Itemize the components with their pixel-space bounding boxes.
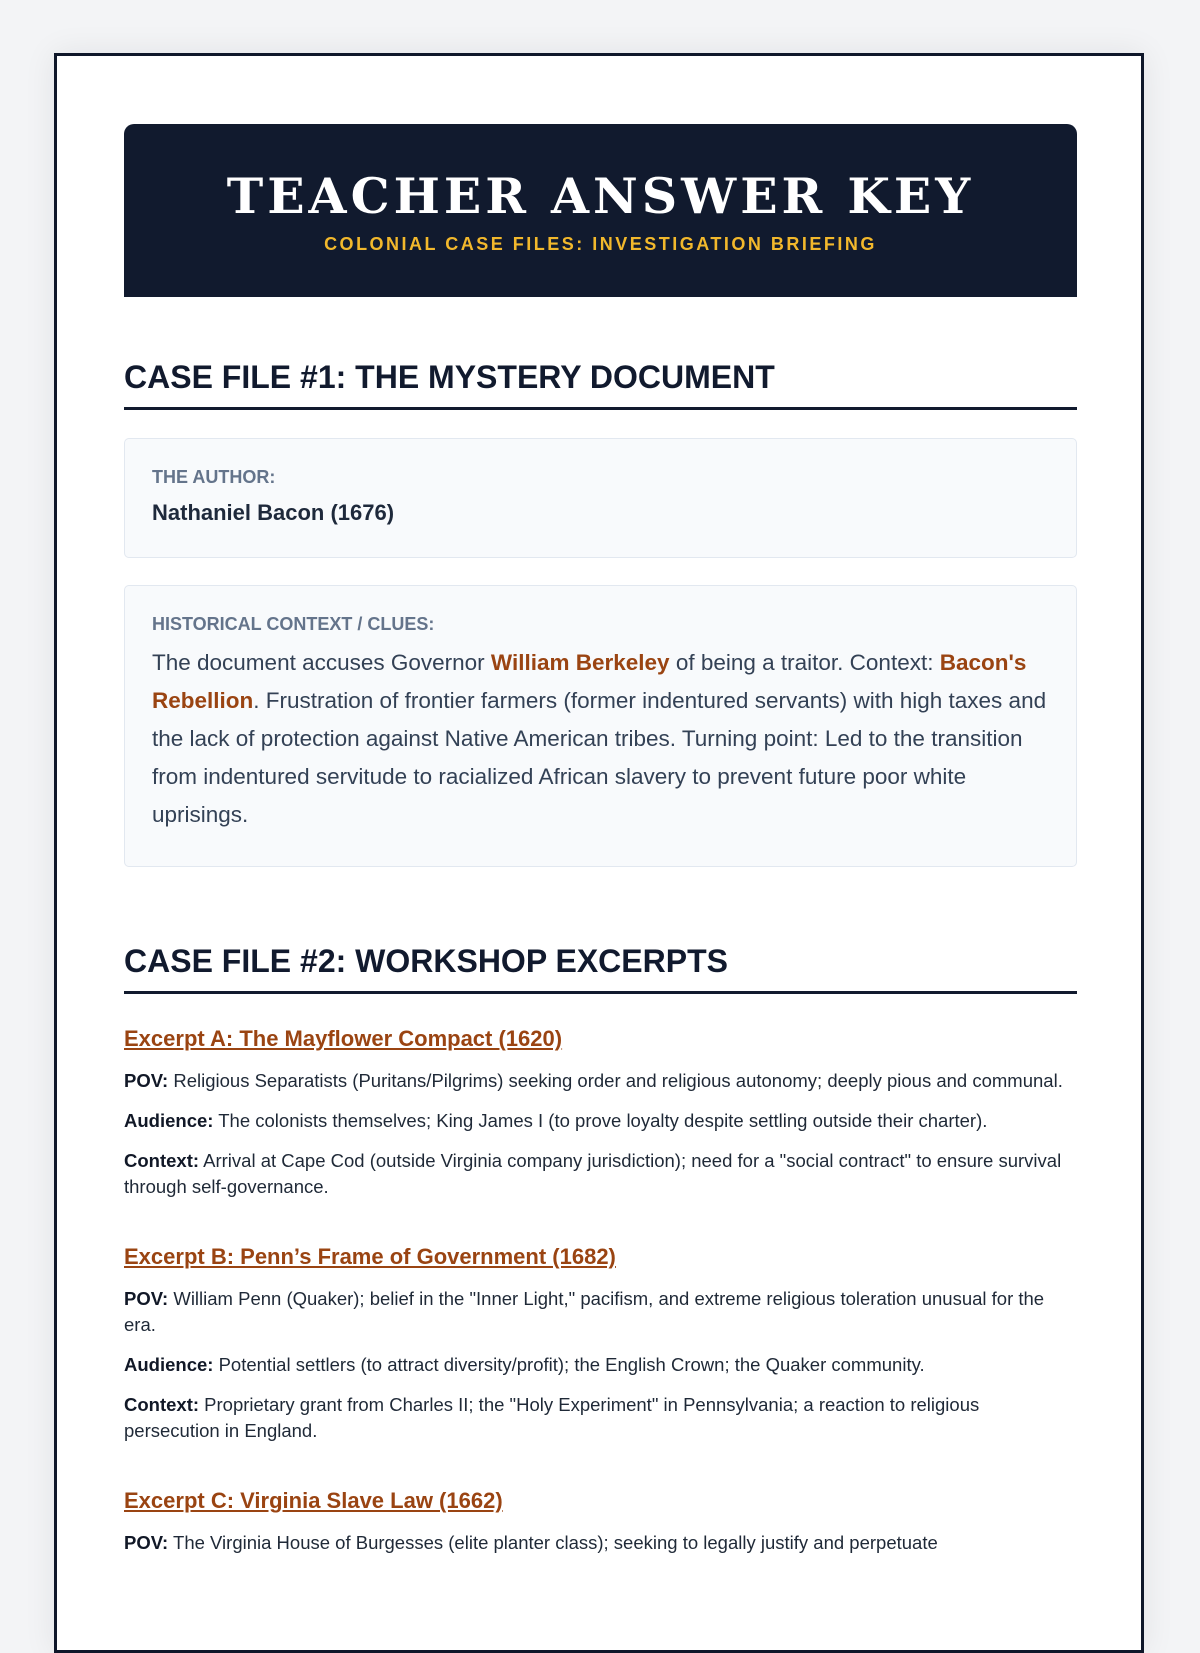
- sheet-content: [124, 124, 1077, 1570]
- excerpt-a-title[interactable]: Excerpt A: The Mayflower Compact (1620): [124, 1026, 563, 1051]
- answer-key-sheet: [54, 53, 1144, 1653]
- pov-label: POV:: [124, 1532, 169, 1553]
- highlight-bacons-rebellion: Bacon's Rebellion: [152, 650, 1027, 713]
- context-label: HISTORICAL CONTEXT / CLUES:: [152, 614, 435, 634]
- audience-label: Audience:: [124, 1110, 214, 1131]
- context-text-part: . Frustration of frontier farmers (former indentured servants) with high taxes and the lack of protection against Native American tribes. Turning point: Led to the transition from indentured servitude to racialized African slavery to prevent future poor white uprisings.: [152, 688, 1047, 827]
- excerpt-b-title[interactable]: Excerpt B: Penn’s Frame of Government (1682): [124, 1244, 616, 1269]
- context-field-label: Context:: [124, 1150, 200, 1171]
- context-field-text: Proprietary grant from Charles II; the "Holy Experiment" in Pennsylvania; a reaction to religious persecution in England.: [124, 1394, 980, 1441]
- highlight-berkeley: William Berkeley: [490, 650, 670, 675]
- header-banner: [124, 124, 1077, 297]
- case-file-2-heading: CASE FILE #2: WORKSHOP EXCERPTS: [124, 941, 1077, 994]
- excerpt-b-audience: [124, 1352, 1077, 1378]
- page-title: TEACHER ANSWER KEY: [226, 167, 975, 225]
- excerpt-a-pov: [124, 1068, 1077, 1094]
- context-card: [124, 585, 1077, 867]
- excerpt-a-audience: [124, 1108, 1077, 1134]
- excerpt-b: [124, 1242, 1077, 1444]
- excerpt-b-pov: [124, 1286, 1077, 1338]
- excerpt-a: [124, 1024, 1077, 1200]
- excerpt-a-context: [124, 1148, 1077, 1200]
- context-text-part: of being a traitor. Context:: [669, 650, 940, 675]
- excerpt-c-pov: [124, 1530, 1077, 1556]
- excerpt-c: [124, 1486, 1077, 1556]
- author-label: THE AUTHOR:: [152, 467, 276, 487]
- context-text: [152, 644, 1049, 834]
- author-card: [124, 438, 1077, 558]
- page-subtitle: COLONIAL CASE FILES: INVESTIGATION BRIEFING: [324, 234, 877, 254]
- context-field-label: Context:: [124, 1394, 200, 1415]
- audience-text: The colonists themselves; King James I (to prove loyalty despite settling outside their charter).: [213, 1110, 988, 1131]
- pov-text: Religious Separatists (Puritans/Pilgrims) seeking order and religious autonomy; deeply pious and communal.: [168, 1070, 1063, 1091]
- excerpt-c-title[interactable]: Excerpt C: Virginia Slave Law (1662): [124, 1488, 503, 1513]
- pov-label: POV:: [124, 1288, 169, 1309]
- pov-label: POV:: [124, 1070, 169, 1091]
- context-text-part: The document accuses Governor: [152, 650, 491, 675]
- excerpt-b-context: [124, 1392, 1077, 1444]
- pov-text: William Penn (Quaker); belief in the "Inner Light," pacifism, and extreme religious toleration unusual for the era.: [124, 1288, 1045, 1335]
- pov-text: The Virginia House of Burgesses (elite planter class); seeking to legally justify and perpetuate: [168, 1532, 938, 1553]
- context-field-text: Arrival at Cape Cod (outside Virginia company jurisdiction); need for a "social contract" to ensure survival through self-governance.: [124, 1150, 1062, 1197]
- author-value: Nathaniel Bacon (1676): [152, 500, 395, 525]
- case-file-1-heading: CASE FILE #1: THE MYSTERY DOCUMENT: [124, 357, 1077, 410]
- audience-text: Potential settlers (to attract diversity/profit); the English Crown; the Quaker community.: [213, 1354, 925, 1375]
- audience-label: Audience:: [124, 1354, 214, 1375]
